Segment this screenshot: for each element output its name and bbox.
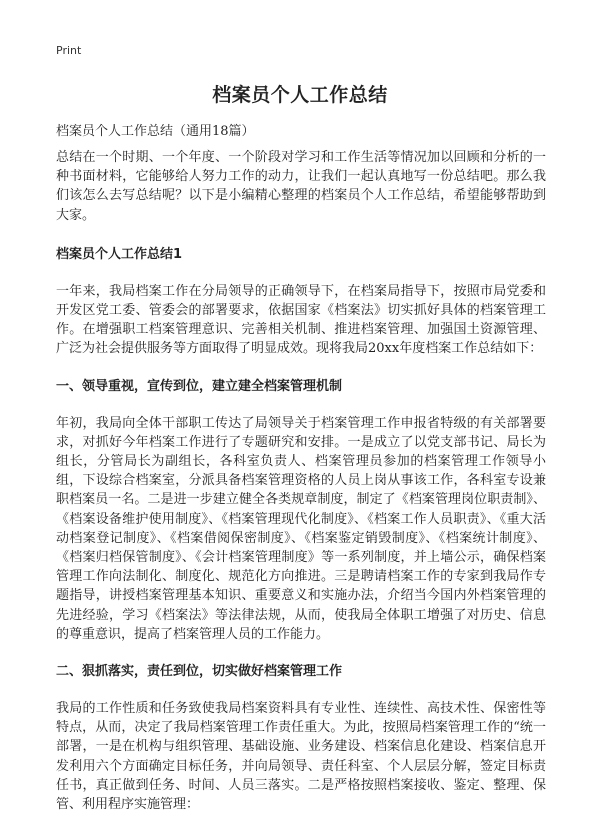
part1-paragraph: 年初，我局向全体干部职工传达了局领导关于档案管理工作申报省特级的有关部署要求，对抓好今年档案工作进行了专题研究和安排。一是成立了以党支部书记、局长为组长，分管局长为副组长，各科室负责人、档案管理员参加的档案管理工作领导小组，下设综合档案室，分派具备档案管理资格的人员上岗从事该工作，各科室专设兼职档案员一名。二是进一步建立健全各类规章制度，制定了《档案管理岗位职责制》、《档案设备维护使用制度》、《档案管理现代化制度》、《档案工作人员职责》、《重大活动档案登记制度》、《档案借阅保密制度》、《档案鉴定销毁制度》、《档案统计制度》、《档案归档保管制度》、《会计档案管理制度》等一系列制度，并上墙公示，确保档案管理工作向法制化、制度化、规范化方向推进。三是聘请档案工作的专家到我局作专题指导，讲授档案管理基本知识、重要意义和实施办法，介绍当今国内外档案管理的先进经验，学习《档案法》等法律法规，从而，使我局全体职工增强了对历史、信息的尊重意识，提高了档案管理人员的工作能力。 <box>56 415 546 642</box>
intro-paragraph: 总结在一个时期、一个年度、一个阶段对学习和工作生活等情况加以回顾和分析的一种书面材料，它能够给人努力工作的动力，让我们一起认真地写一份总结吧。那么我们该怎么去写总结呢？以下是小编精心整理的档案员个人工作总结，希望能够帮助到大家。 <box>56 150 546 223</box>
section1-paragraph: 一年来，我局档案工作在分局领导的正确领导下，在档案局指导下，按照市局党委和开发区党工委、管委会的部署要求，依据国家《档案法》切实抓好具体的档案管理工作。在增强职工档案管理意识、完善相关机制、推进档案管理、加强国土资源管理、广泛为社会提供服务等方面取得了明显成效。现将我局20xx年度档案工作总结如下： <box>56 283 546 357</box>
page-title: 档案员个人工作总结 <box>212 84 388 106</box>
section-heading: 档案员个人工作总结1 <box>56 246 183 262</box>
part2-heading: 二、狠抓落实，责任到位，切实做好档案管理工作 <box>56 664 343 680</box>
document-subtitle: 档案员个人工作总结（通用18篇） <box>56 124 255 139</box>
part2-paragraph: 我局的工作性质和任务致使我局档案资料具有专业性、连续性、高技术性、保密性等特点，从而，决定了我局档案管理工作责任重大。为此，按照局档案管理工作的“统一部署，一是在机构与组织管理、基础设施、业务建设、档案信息化建设、档案信息开发利用六个方面确定目标任务，并向局领导、责任科室、个人层层分解，签定目标责任书，真正做到任务、时间、人员三落实。二是严格按照档案接收、鉴定、整理、保管、利用程序实施管理： <box>56 701 546 813</box>
print-label[interactable]: Print <box>56 44 82 57</box>
part1-heading: 一、领导重视，宣传到位，建立建全档案管理机制 <box>56 378 343 394</box>
document-body <box>56 148 546 814</box>
